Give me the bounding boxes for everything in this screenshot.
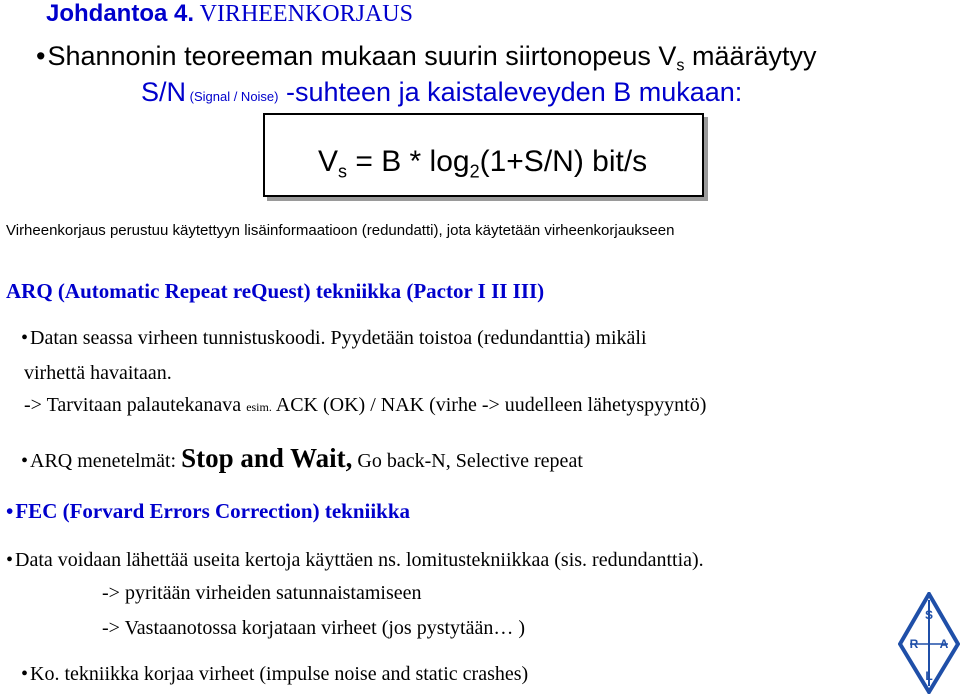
redundancy-line: Virheenkorjaus perustuu käytettyyn lisäinformaatioon (redundatti), jota käytetään virheenkorjaukseen xyxy=(6,222,675,239)
shannon-text-1: Shannonin teoreeman mukaan suurin siirtonopeus V xyxy=(47,41,677,71)
signal-noise-note: (Signal / Noise) xyxy=(186,89,279,104)
logo-letter-s: S xyxy=(924,608,934,622)
arq-detail-1 xyxy=(21,326,647,351)
arq-detail-3 xyxy=(24,393,706,420)
fec-heading xyxy=(6,498,410,524)
sn-label: S/N xyxy=(141,77,187,107)
shannon-line-1 xyxy=(36,40,817,75)
bullet: • xyxy=(21,663,29,685)
arq-detail-text-3b: ACK (OK) / NAK (virhe -> uudelleen lähetyspyyntö) xyxy=(271,394,707,416)
logo-letter-r: R xyxy=(909,637,919,651)
bullet: • xyxy=(21,327,29,349)
arq-methods-stopwait: Stop and Wait, xyxy=(181,443,353,473)
shannon-text-1b: määräytyy xyxy=(684,41,817,71)
arq-detail-text-1: Datan seassa virheen tunnistuskoodi. Pyydetään toistoa (redundanttia) mikäli xyxy=(30,327,647,349)
title-rest: VIRHEENKORJAUS xyxy=(199,1,413,27)
bullet: • xyxy=(21,450,29,472)
ko-line xyxy=(21,662,528,687)
arq-detail-2: virhettä havaitaan. xyxy=(24,362,172,384)
bullet: • xyxy=(6,499,14,523)
formula-v: V xyxy=(318,145,339,178)
sral-logo xyxy=(898,592,960,694)
logo-letter-l: L xyxy=(925,669,933,683)
title-bold: Johdantoa 4. xyxy=(46,0,195,27)
bullet: • xyxy=(36,41,46,71)
slide-title xyxy=(46,0,413,28)
shannon-sub: s xyxy=(676,56,685,75)
formula-mid: = B * log xyxy=(347,145,470,178)
fec-detail-2: -> pyritään virheiden satunnaistamiseen xyxy=(102,582,422,604)
shannon-line-2 xyxy=(141,76,742,113)
fec-heading-text: FEC (Forvard Errors Correction) tekniikka xyxy=(15,499,411,523)
arq-methods-prefix: ARQ menetelmät: xyxy=(30,450,182,472)
formula-log-sub: 2 xyxy=(469,161,480,182)
shannon-formula xyxy=(318,144,647,180)
fec-detail-text-1: Data voidaan lähettää useita kertoja käyttäen ns. lomitustekniikkaa (sis. redundanttia). xyxy=(15,549,704,571)
arq-methods xyxy=(21,443,583,474)
bullet: • xyxy=(6,549,14,571)
arq-heading: ARQ (Automatic Repeat reQuest) tekniikka (Pactor I II III) xyxy=(6,279,545,303)
fec-detail-1 xyxy=(6,548,704,573)
ko-line-text: Ko. tekniikka korjaa virheet (impulse noise and static crashes) xyxy=(30,663,529,685)
arq-detail-text-3a: -> Tarvitaan palautekanava xyxy=(24,394,247,416)
formula-v-sub: s xyxy=(338,161,348,182)
fec-detail-3: -> Vastaanotossa korjataan virheet (jos pystytään… ) xyxy=(102,617,526,639)
formula-post: (1+S/N) bit/s xyxy=(479,145,648,178)
esim-note: esim. xyxy=(246,400,272,414)
logo-letter-a: A xyxy=(939,637,949,651)
arq-methods-rest: Go back-N, Selective repeat xyxy=(352,450,583,472)
shannon-text-2: -suhteen ja kaistaleveyden B mukaan: xyxy=(278,77,743,107)
